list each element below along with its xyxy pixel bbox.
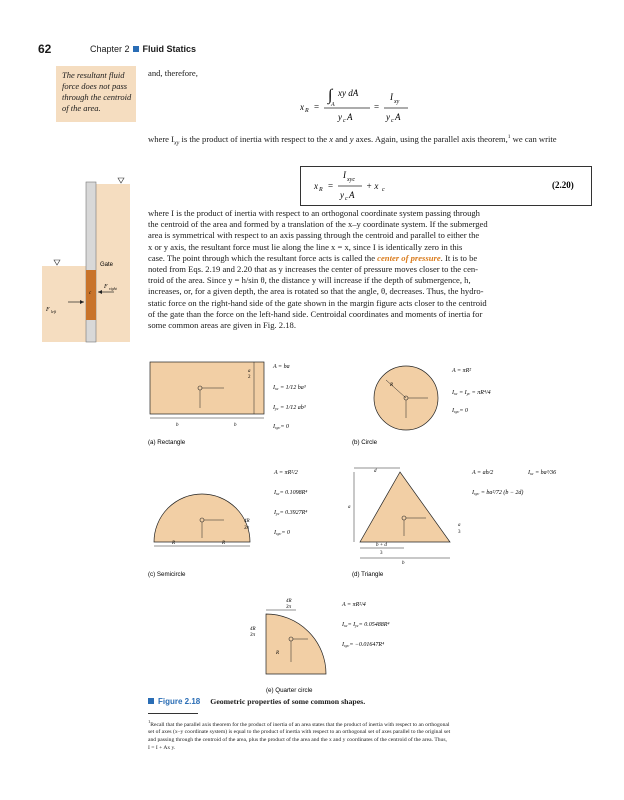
shape-rectangle (146, 358, 326, 448)
rect-area: A = ba (273, 364, 290, 370)
figure-caption (148, 697, 365, 706)
equation-number: (2.20) (552, 180, 574, 190)
eq1-rhs-den: y (386, 112, 390, 122)
eq1-lhs-sub: R (305, 108, 309, 114)
qc-ixc: Ixc= Iyc= 0.05488R⁴ (342, 622, 390, 628)
f-right-label: F (104, 284, 108, 290)
qc-4r-top: 4R (286, 599, 292, 604)
qc-ixyc: Ixyc= −0.01647R⁴ (342, 642, 385, 648)
eq1-rhs-den-sub: c (391, 118, 394, 124)
rect-ixc: Ixc = 1/12 ba³ (273, 385, 306, 391)
eq1-den-tail: A (347, 112, 353, 122)
footnote-rule (148, 713, 198, 714)
footnote-text: Recall that the parallel axis theorem for the product of inertia of an area states that the product of inertia with respect to an orthogonal (150, 721, 450, 728)
eq1-equals2: = (374, 102, 380, 112)
eq1-den-sub: c (343, 118, 346, 124)
f-left-label: F (46, 307, 50, 313)
chapter-title: Fluid Statics (142, 44, 197, 54)
semi-r-label: R (222, 541, 226, 546)
eq1-rhs-num-sub: xy (394, 99, 400, 105)
p2-line: the centroid of the area and formed by a translation of the x–y coordinate system. If the submerged (148, 219, 488, 230)
p2-line: some common areas are given in Fig. 2.18. (148, 320, 296, 331)
running-header (90, 44, 196, 54)
qc-4r-side: 4R (250, 627, 256, 632)
equation-xr-integral (300, 80, 420, 132)
gate-label: Gate (100, 262, 114, 268)
semi-r-label: R (172, 541, 176, 546)
p2-line: increases, or, for a given depth, the area is rotated so that the angle, θ, decreases. Thus, the hydro- (148, 286, 484, 297)
eq2-den-tail: A (349, 190, 355, 200)
qc-area: A = πR²/4 (342, 602, 366, 608)
footnote (148, 718, 590, 752)
footnote-line: I = I + Ax y. (148, 744, 176, 751)
p1-c: and (333, 133, 350, 144)
tri-bd: b + d (376, 543, 387, 548)
eq1-den: y (338, 112, 342, 122)
eq1-equals: = (314, 102, 320, 112)
eq2-num: I (343, 170, 346, 180)
p1-e: we can write (510, 133, 557, 144)
qc-3pi-side: 3π (250, 633, 256, 638)
eq2-plus-sub: c (382, 187, 385, 193)
caption-circle: (b) Circle (352, 439, 378, 446)
term-center-of-pressure: center of pressure (377, 252, 441, 263)
p2-line: of the gate than the force on the left-hand side. Centroidal coordinates and moments of inertia for (148, 308, 483, 319)
tri-d-label: d (374, 469, 377, 474)
eq2-equals: = (328, 181, 334, 191)
semi-area: A = πR²/2 (274, 470, 298, 476)
gate-c-label: c (89, 291, 92, 296)
equation-2-20 (300, 166, 590, 204)
paragraph-1 (148, 132, 590, 150)
p1-b: is the product of inertia with respect to the (179, 133, 330, 144)
tri-b-label: b (402, 561, 405, 566)
rect-b-label: b (176, 423, 179, 428)
eq2-lhs-sub: R (319, 187, 323, 193)
rect-b-label: b (234, 423, 237, 428)
f-right-sub: right (109, 286, 117, 291)
integral-sign: ∫ (328, 87, 333, 104)
eq2-num-sub: xyc (347, 177, 355, 183)
tri-ixyc: Ixyc = ba²/72 (b − 2d) (472, 490, 524, 496)
caption-semicircle: (c) Semicircle (148, 571, 186, 578)
p2-line: static force on the right-hand side of the gate shown in the margin figure acts closer to the centroid (148, 297, 487, 308)
circle-ixyc: Ixyc= 0 (452, 408, 468, 414)
shape-circle (346, 358, 586, 448)
eq2-den-sub: c (345, 196, 348, 202)
eq1-rhs-den-tail: A (395, 112, 401, 122)
eq1-rhs-num: I (390, 92, 393, 102)
paragraph-2 (148, 208, 590, 331)
tri-a3-3: 3 (458, 530, 461, 535)
p1-y: y (349, 133, 354, 144)
tri-a3: a (458, 523, 461, 528)
semi-ixyc: Ixyc= 0 (274, 530, 290, 536)
footnote-line (148, 718, 590, 729)
rect-2-label: 2 (248, 375, 251, 380)
semi-4r: 4R (244, 519, 250, 524)
caption-triangle: (d) Triangle (352, 571, 384, 578)
eq1-numerator: xy dA (338, 88, 359, 98)
circle-area: A = πR² (452, 368, 472, 374)
bullet-square-icon (133, 46, 139, 52)
footnote-number: 1 (148, 719, 151, 724)
p2-line: where I is the product of inertia with respect to an orthogonal coordinate system passing through (148, 208, 480, 218)
tri-a-label: a (348, 505, 351, 510)
eq2-den: y (340, 190, 344, 200)
page-number: 62 (38, 42, 52, 56)
water-surface-icon (54, 260, 60, 265)
p1-a: where I (148, 133, 175, 144)
qc-r-label: R (276, 651, 280, 656)
tri-ixc: Ixc = ba³/36 (528, 470, 557, 476)
figure-caption-text: Geometric properties of some common shapes. (210, 697, 366, 706)
intro-text: and, therefore, (148, 68, 198, 78)
p2-line: area is symmetrical with respect to an axis passing through the centroid and parallel to either the (148, 230, 480, 241)
rect-iyc: Iyc = 1/12 ab³ (273, 405, 306, 411)
tri-bd-3: 3 (380, 551, 383, 556)
caption-rectangle: (a) Rectangle (148, 439, 186, 446)
rect-ixyc: Ixyc= 0 (273, 424, 289, 430)
shape-quarter-circle (246, 592, 496, 696)
margin-note: The resultant fluid force does not pass through the centroid of the area. (56, 66, 136, 122)
tri-area: A = ab/2 (472, 470, 494, 476)
eq2-lhs: x (314, 181, 318, 191)
gate-margin-figure (40, 174, 132, 344)
chapter-label: Chapter 2 (90, 44, 130, 54)
shape-triangle (346, 462, 590, 582)
p2-line: noted from Eqs. 2.19 and 2.20 that as y increases the center of pressure moves closer to the cen- (148, 264, 479, 275)
p2-line: case. The point through which the resultant force acts is called the center of pressure. It is to be (148, 252, 478, 263)
circle-ixc: Ixc = Iyc = πR⁴/4 (452, 390, 491, 396)
caption-quarter-circle: (e) Quarter circle (266, 687, 313, 694)
water-surface-icon (118, 178, 124, 183)
footnote-marker: 1 (507, 134, 511, 140)
left-water (42, 266, 86, 342)
p1-d: axes. Again, using the parallel axis theorem, (353, 133, 508, 144)
rect-a-label: a (248, 369, 251, 374)
eq1-int-sub: A (331, 102, 335, 108)
footnote-line: and passing through the centroid of the area, plus the product of the area and the x and y coordinates of the centroid of the area. Thus, (148, 737, 447, 744)
semi-3pi: 3π (244, 526, 250, 531)
footnote-line: set of axes (x–y coordinate system) is equal to the product of inertia with respect to an orthogonal set of axes parallel to the original set (148, 729, 451, 736)
p2-line: x or y axis, the resultant force must lie along the line x = x, since I is identically zero in this (148, 241, 463, 252)
semi-ixc: Ixc= 0.1098R⁴ (274, 490, 308, 496)
figure-label: Figure 2.18 (158, 697, 201, 706)
eq1-lhs: x (300, 102, 304, 112)
p1-x: x (329, 133, 334, 144)
f-left-sub: left (51, 309, 57, 314)
shape-semicircle (146, 462, 326, 582)
semi-iyc: Iyc= 0.3927R⁴ (274, 510, 308, 516)
eq2-plus: + x (366, 181, 379, 191)
bullet-square-icon (148, 698, 154, 704)
qc-3pi-top: 3π (286, 605, 292, 610)
circle-r-label: R (390, 383, 394, 388)
p1-sub: xy (174, 140, 180, 147)
p2-line: troid of the area. Since y = h/sin θ, the distance y will increase if the depth of submergence, h, (148, 275, 471, 286)
